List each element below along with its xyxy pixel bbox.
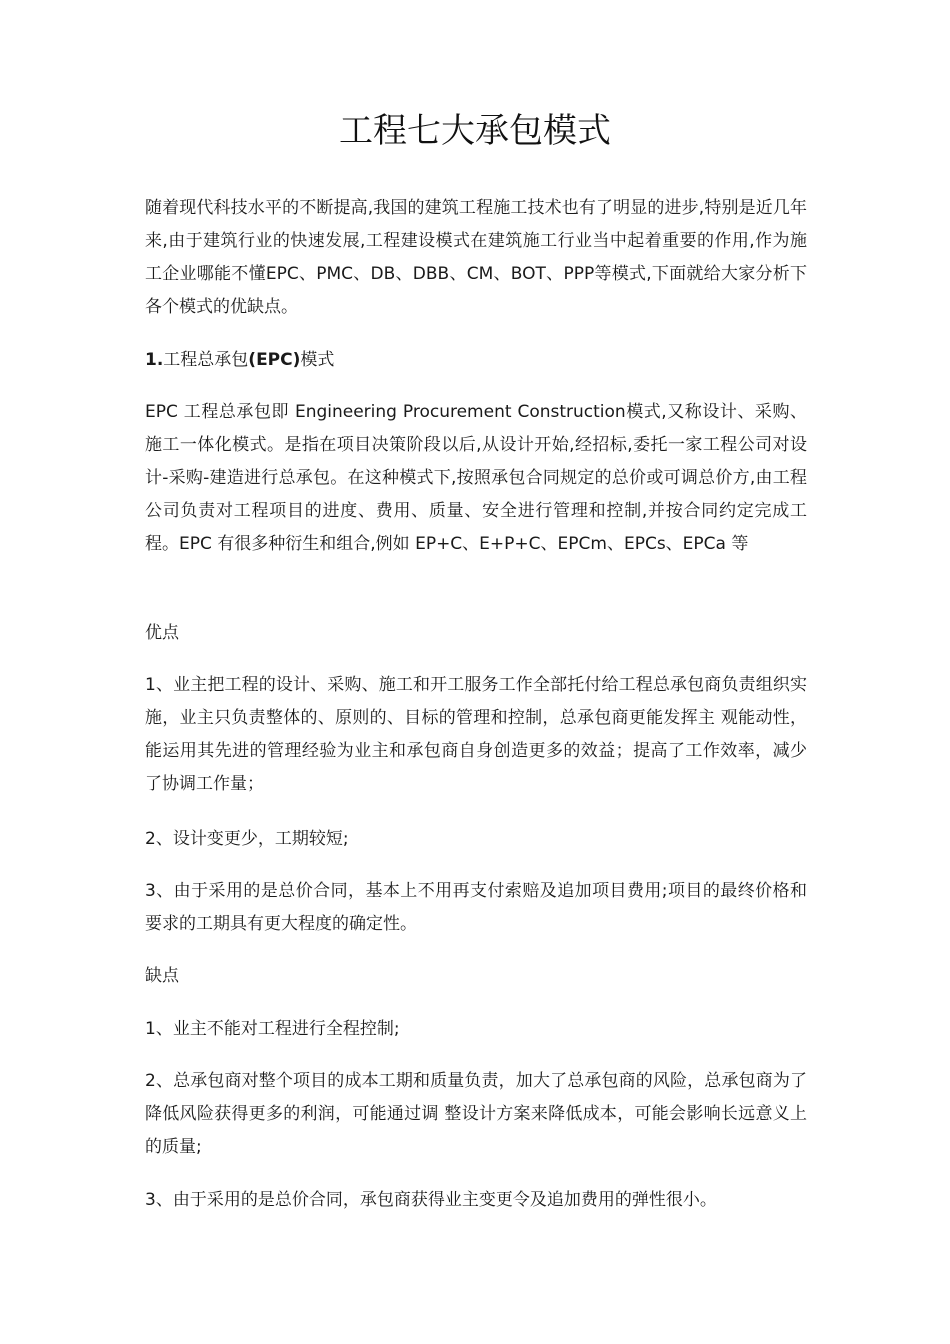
cons-item-1: 1、业主不能对工程进行全程控制; [145, 1019, 400, 1039]
cons-label: 缺点 [145, 966, 179, 986]
pros-item-3: 3、由于采用的是总价合同，基本上不用再支付索赔及追加项目费用;项目的最终价格和要求的工期具有更大程度的确定性。 [145, 881, 807, 934]
cons-item-2: 2、总承包商对整个项目的成本工期和质量负责，加大了总承包商的风险，总承包商为了降低风险获得更多的利润，可能通过调 整设计方案来降低成本，可能会影响长远意义上的质量; [145, 1071, 807, 1157]
pros-label: 优点 [145, 623, 179, 643]
section-number: 1. [145, 350, 164, 370]
epc-description-paragraph: EPC 工程总承包即 Engineering Procurement Construction模式,又称设计、采购、施工一体化模式。是指在项目决策阶段以后,从设计开始,经招标,委托一家工程公司对设计-采购-建造进行总承包。在这种模式下,按照承包合同规定的总价或可调总价方,由工程公司负责对工程项目的进度、费用、质量、安全进行管理和控制,并按合同约定完成工程。EPC 有很多种衍生和组合,例如 EP+C、E+P+C、EPCm、EPCs、EPCa 等 [145, 402, 807, 554]
pros-item-2: 2、设计变更少，工期较短; [145, 829, 349, 849]
cons-item-3: 3、由于采用的是总价合同，承包商获得业主变更令及追加费用的弹性很小。 [145, 1190, 717, 1210]
section-heading-bold: (EPC) [248, 350, 301, 370]
page-title: 工程七大承包模式 [339, 111, 611, 151]
section-heading-epc [145, 344, 807, 377]
section-heading-text-b: 模式 [300, 350, 335, 370]
intro-paragraph: 随着现代科技水平的不断提高,我国的建筑工程施工技术也有了明显的进步,特别是近几年来,由于建筑行业的快速发展,工程建设模式在建筑施工行业当中起着重要的作用,作为施工企业哪能不懂EPC、PMC、DB、DBB、CM、BOT、PPP等模式,下面就给大家分析下各个模式的优缺点。 [145, 198, 807, 317]
pros-item-1: 1、业主把工程的设计、采购、施工和开工服务工作全部托付给工程总承包商负责组织实施，业主只负责整体的、原则的、目标的管理和控制，总承包商更能发挥主 观能动性，能运用其先进的管理经验为业主和承包商自身创造更多的效益；提高了工作效率，减少了协调工作量； [145, 675, 807, 794]
section-heading-text-a: 工程总承包 [163, 350, 249, 370]
